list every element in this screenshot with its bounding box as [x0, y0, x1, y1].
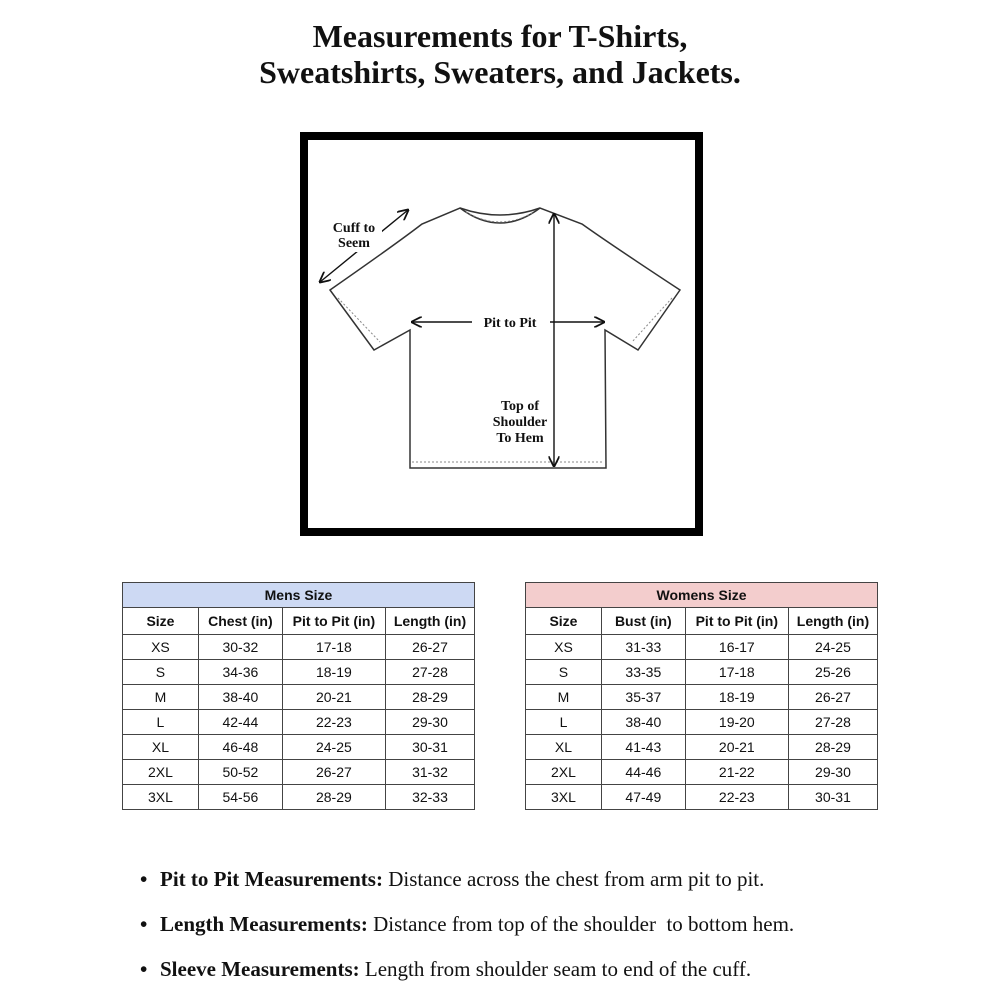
mens-header-pit: Pit to Pit (in)	[282, 608, 385, 635]
table-row	[526, 685, 878, 710]
mens-cell-size: L	[123, 710, 199, 735]
womens-cell-length: 25-26	[788, 660, 877, 685]
note-text: Length from shoulder seam to end of the cuff.	[364, 957, 752, 981]
bullet-icon: •	[140, 957, 148, 981]
mens-cell-length: 31-32	[385, 760, 474, 785]
mens-cell-pit: 22-23	[282, 710, 385, 735]
mens-cell-size: 3XL	[123, 785, 199, 810]
note-term: Length Measurements:	[160, 912, 368, 936]
mens-cell-length: 29-30	[385, 710, 474, 735]
length-label-line-1: Top of	[500, 399, 540, 414]
mens-cell-chest: 54-56	[198, 785, 282, 810]
table-row	[526, 635, 878, 660]
mens-cell-pit: 26-27	[282, 760, 385, 785]
length-label-line-3: To Hem	[496, 431, 544, 446]
mens-header-chest: Chest (in)	[198, 608, 282, 635]
table-row	[526, 660, 878, 685]
mens-cell-pit: 28-29	[282, 785, 385, 810]
mens-cell-pit: 17-18	[282, 635, 385, 660]
list-item	[140, 907, 980, 952]
mens-size-table	[122, 582, 475, 810]
womens-cell-pit: 19-20	[685, 710, 788, 735]
table-row	[526, 760, 878, 785]
mens-cell-size: XS	[123, 635, 199, 660]
mens-cell-length: 32-33	[385, 785, 474, 810]
womens-header-bust: Bust (in)	[601, 608, 685, 635]
table-row	[123, 760, 475, 785]
womens-cell-pit: 22-23	[685, 785, 788, 810]
note-text: Distance from top of the shoulder to bottom hem.	[373, 912, 795, 936]
mens-cell-length: 28-29	[385, 685, 474, 710]
bullet-icon: •	[140, 867, 148, 891]
mens-header-length: Length (in)	[385, 608, 474, 635]
mens-cell-size: S	[123, 660, 199, 685]
womens-cell-length: 30-31	[788, 785, 877, 810]
title-line-1: Measurements for T-Shirts,	[312, 18, 688, 54]
mens-cell-length: 26-27	[385, 635, 474, 660]
womens-cell-size: 3XL	[526, 785, 602, 810]
mens-cell-size: 2XL	[123, 760, 199, 785]
title-line-2: Sweatshirts, Sweaters, and Jackets.	[259, 54, 741, 90]
womens-cell-bust: 35-37	[601, 685, 685, 710]
womens-header-length: Length (in)	[788, 608, 877, 635]
womens-cell-bust: 47-49	[601, 785, 685, 810]
mens-cell-size: XL	[123, 735, 199, 760]
womens-cell-length: 29-30	[788, 760, 877, 785]
length-label-line-2: Shoulder	[492, 415, 548, 430]
mens-cell-pit: 20-21	[282, 685, 385, 710]
table-row	[123, 710, 475, 735]
mens-cell-size: M	[123, 685, 199, 710]
womens-cell-size: 2XL	[526, 760, 602, 785]
note-text: Distance across the chest from arm pit to pit.	[388, 867, 765, 891]
mens-cell-length: 27-28	[385, 660, 474, 685]
womens-cell-size: L	[526, 710, 602, 735]
womens-cell-bust: 38-40	[601, 710, 685, 735]
mens-cell-chest: 46-48	[198, 735, 282, 760]
womens-cell-bust: 31-33	[601, 635, 685, 660]
womens-cell-bust: 44-46	[601, 760, 685, 785]
tshirt-diagram	[300, 132, 703, 536]
womens-cell-length: 27-28	[788, 710, 877, 735]
mens-cell-pit: 18-19	[282, 660, 385, 685]
pit-label: Pit to Pit	[483, 316, 537, 331]
womens-cell-length: 24-25	[788, 635, 877, 660]
table-row	[526, 735, 878, 760]
womens-cell-pit: 20-21	[685, 735, 788, 760]
mens-cell-chest: 42-44	[198, 710, 282, 735]
womens-cell-size: XL	[526, 735, 602, 760]
womens-cell-pit: 18-19	[685, 685, 788, 710]
womens-cell-pit: 17-18	[685, 660, 788, 685]
table-row	[123, 735, 475, 760]
table-row	[526, 710, 878, 735]
cuff-label-line-2: Seem	[338, 236, 370, 251]
womens-cell-bust: 33-35	[601, 660, 685, 685]
womens-cell-size: XS	[526, 635, 602, 660]
note-term: Pit to Pit Measurements:	[160, 867, 383, 891]
womens-caption: Womens Size	[526, 583, 878, 608]
list-item	[140, 862, 980, 907]
measurement-notes	[140, 862, 980, 997]
womens-cell-pit: 16-17	[685, 635, 788, 660]
note-term: Sleeve Measurements:	[160, 957, 360, 981]
page-title	[0, 18, 1000, 90]
mens-cell-chest: 50-52	[198, 760, 282, 785]
womens-header-size: Size	[526, 608, 602, 635]
table-row	[123, 785, 475, 810]
mens-cell-length: 30-31	[385, 735, 474, 760]
tshirt-illustration	[300, 132, 703, 536]
mens-caption: Mens Size	[123, 583, 475, 608]
womens-cell-length: 28-29	[788, 735, 877, 760]
table-row	[123, 685, 475, 710]
womens-cell-pit: 21-22	[685, 760, 788, 785]
list-item	[140, 952, 980, 997]
womens-cell-length: 26-27	[788, 685, 877, 710]
mens-cell-chest: 38-40	[198, 685, 282, 710]
mens-cell-chest: 30-32	[198, 635, 282, 660]
mens-header-size: Size	[123, 608, 199, 635]
womens-size-table	[525, 582, 878, 810]
table-row	[526, 785, 878, 810]
table-row	[123, 660, 475, 685]
womens-header-pit: Pit to Pit (in)	[685, 608, 788, 635]
bullet-icon: •	[140, 912, 148, 936]
table-row	[123, 635, 475, 660]
mens-cell-chest: 34-36	[198, 660, 282, 685]
womens-cell-size: M	[526, 685, 602, 710]
cuff-label-line-1: Cuff to	[332, 221, 376, 236]
womens-cell-size: S	[526, 660, 602, 685]
womens-cell-bust: 41-43	[601, 735, 685, 760]
mens-cell-pit: 24-25	[282, 735, 385, 760]
